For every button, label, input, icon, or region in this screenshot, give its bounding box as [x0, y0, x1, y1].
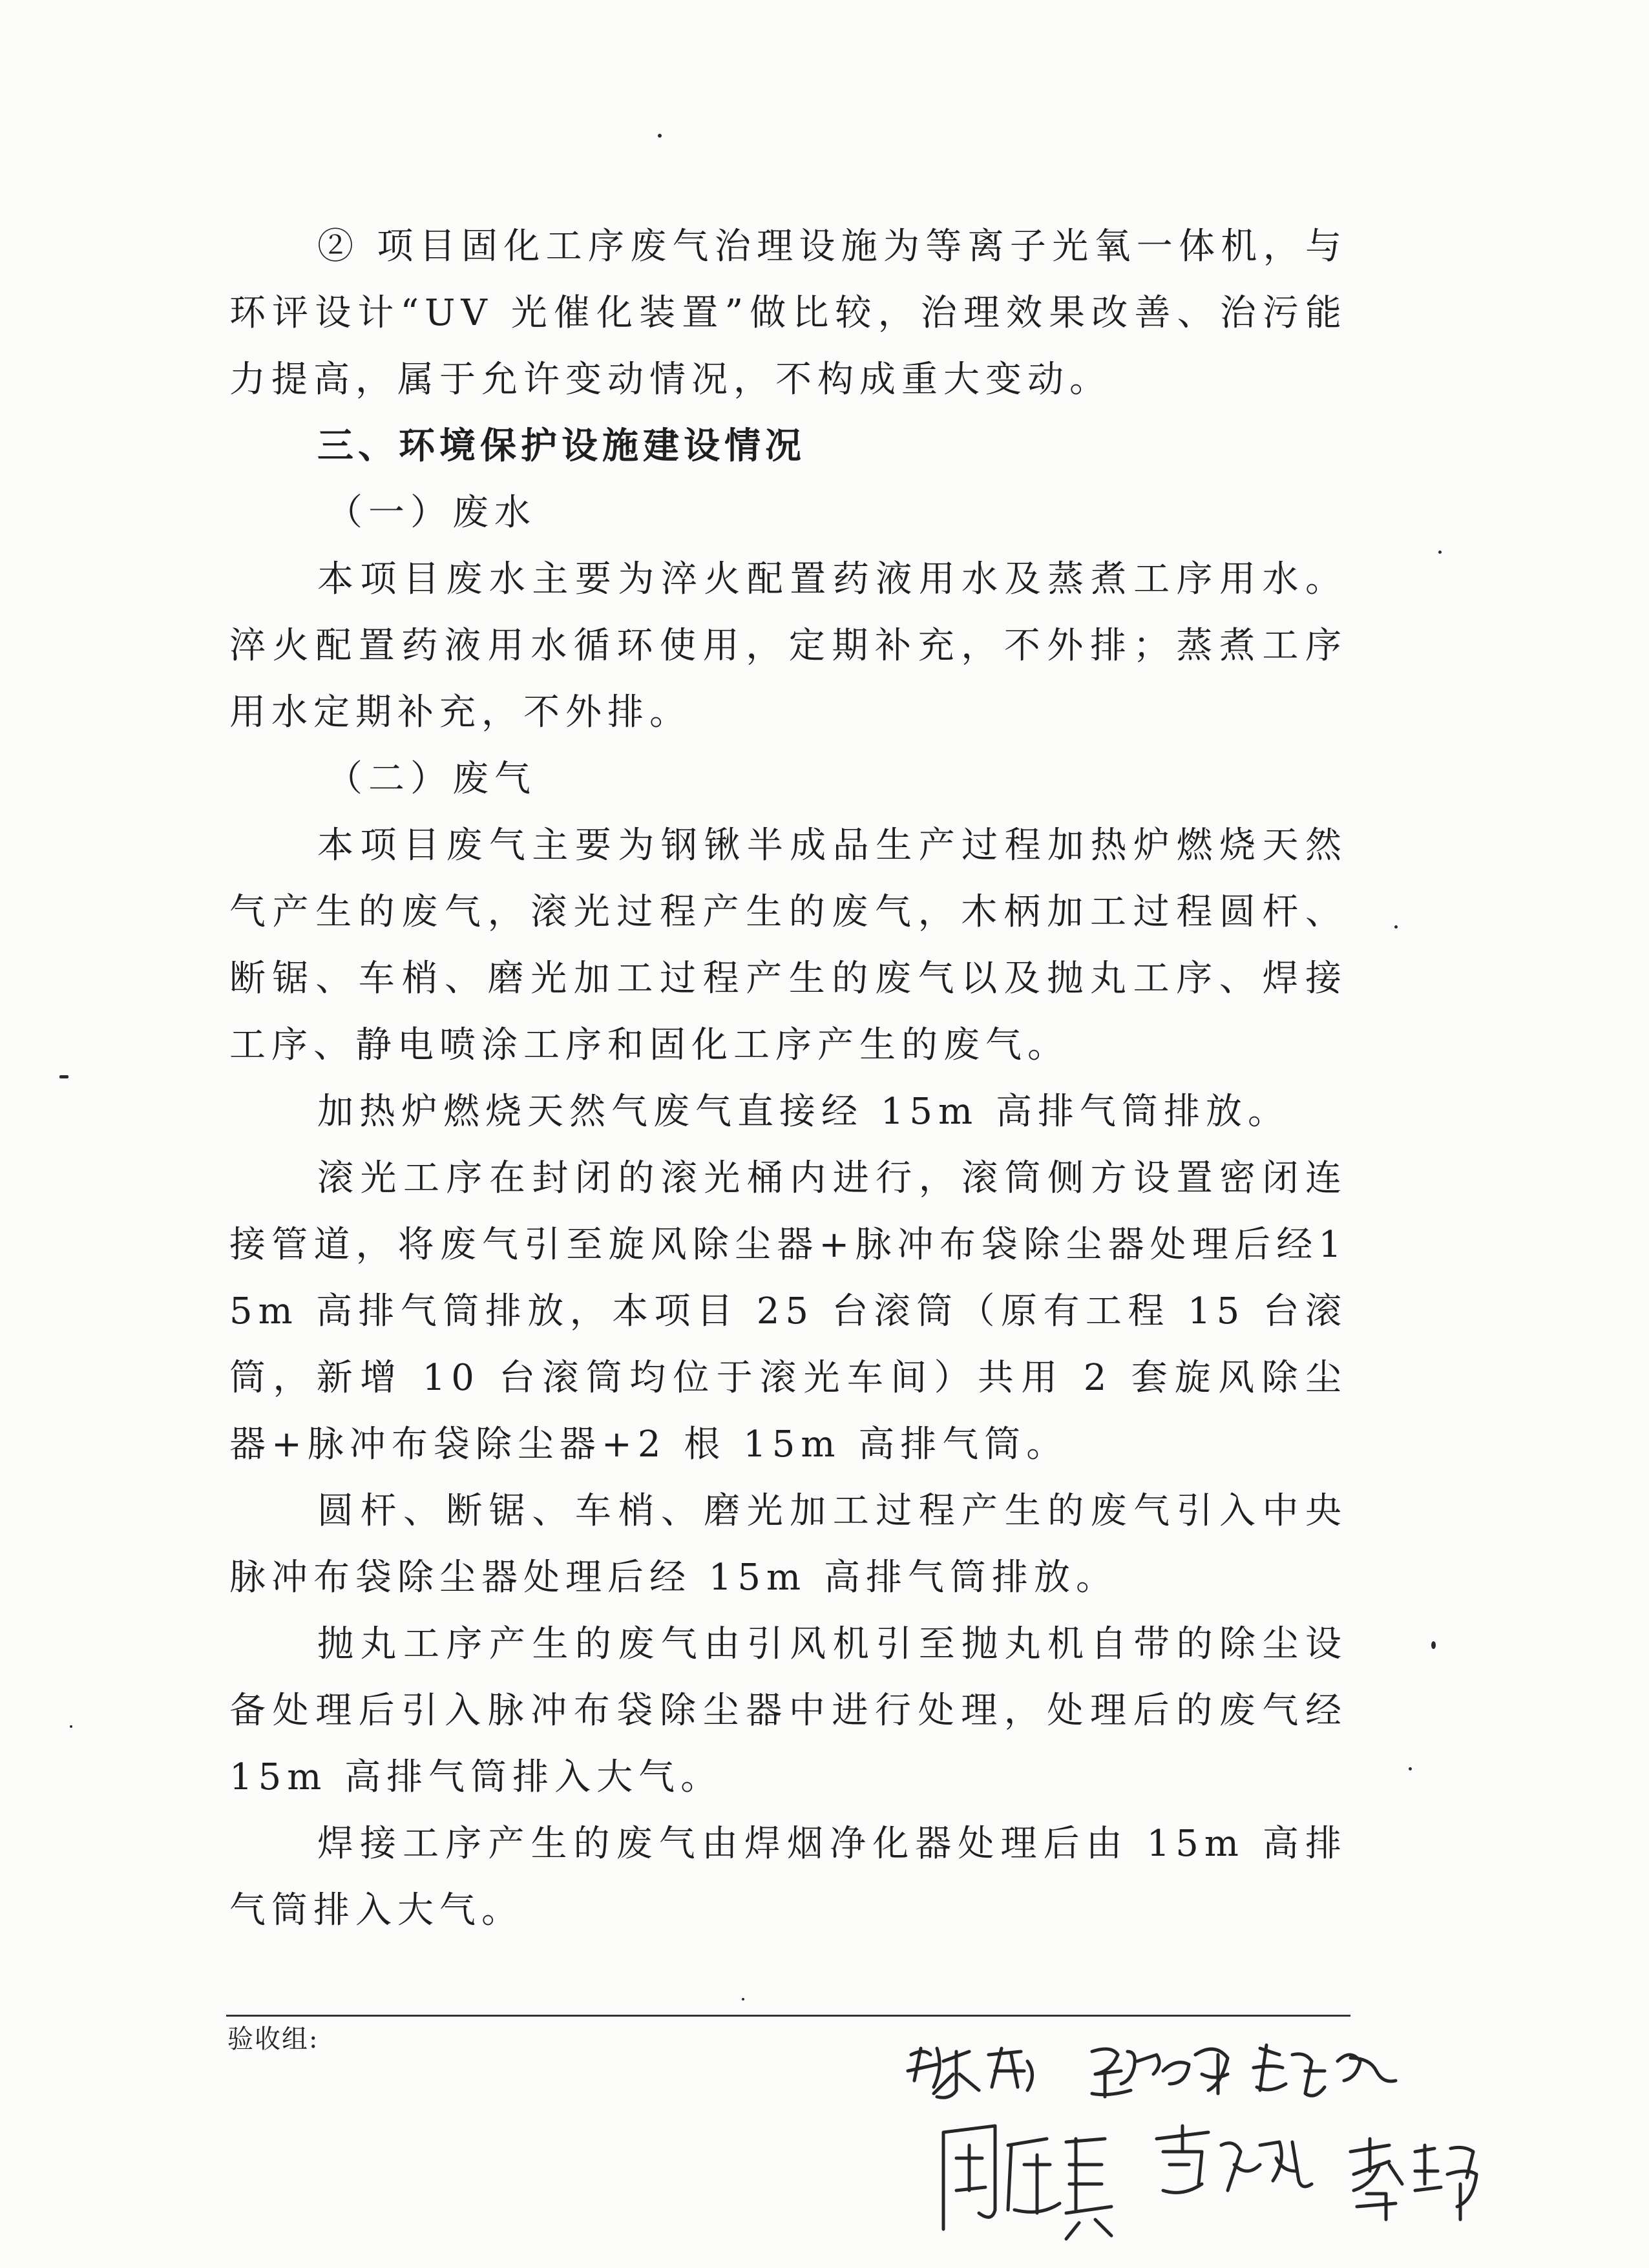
section-heading-environmental-facilities: 三、环境保护设施建设情况 — [317, 425, 806, 467]
paragraph-shot-blasting-exhaust: 抛丸工序产生的废气由引风机引至抛丸机自带的除尘设备处理后引入脉冲布袋除尘器中进行处理，处理后的废气经 15m 高排气筒排入大气。 — [229, 1623, 1347, 1798]
signature-3 — [1254, 2045, 1396, 2095]
signature-1 — [908, 2048, 1033, 2097]
paragraph-welding-exhaust: 焊接工序产生的废气由焊烟净化器处理后由 15m 高排气筒排入大气。 — [229, 1823, 1347, 1931]
scan-speck — [70, 1725, 72, 1728]
scan-speck — [742, 1998, 744, 2000]
handwritten-signatures — [898, 2035, 1544, 2249]
signature-4 — [943, 2126, 1111, 2239]
signature-2 — [1092, 2049, 1228, 2097]
paragraph-tumbling-exhaust: 滚光工序在封闭的滚光桶内进行，滚筒侧方设置密闭连接管道，将废气引至旋风除尘器+脉冲布袋除尘器处理后经15m 高排气筒排放，本项目 25 台滚筒（原有工程 15 台滚筒，新增 10 台滚筒均位于滚光车间）共用 2 套旋风除尘器+脉冲布袋除尘器+2 根 15m 高排气筒。 — [229, 1157, 1347, 1465]
scan-speck — [1409, 1767, 1412, 1770]
paragraph-curing-exhaust: ② 项目固化工序废气治理设施为等离子光氧一体机，与环评设计“UV 光催化装置”做比较，治理效果改善、治污能力提高，属于允许变动情况，不构成重大变动。 — [229, 226, 1347, 401]
signature-5 — [1157, 2126, 1312, 2192]
footer-divider — [226, 2015, 1350, 2017]
scan-speck — [658, 134, 662, 138]
footer-label-acceptance-group: 验收组: — [227, 2024, 319, 2054]
scan-speck — [1431, 1641, 1436, 1649]
paragraph-wastewater: 本项目废水主要为淬火配置药液用水及蒸煮工序用水。淬火配置药液用水循环使用，定期补充，不外排；蒸煮工序用水定期补充，不外排。 — [229, 558, 1347, 733]
paragraph-exhaust-overview: 本项目废气主要为钢锹半成品生产过程加热炉燃烧天然气产生的废气，滚光过程产生的废气，木柄加工过程圆杆、断锯、车梢、磨光加工过程产生的废气以及抛丸工序、焊接工序、静电喷涂工序和固化工序产生的废气。 — [229, 824, 1347, 1066]
scan-speck — [1438, 551, 1442, 554]
document-body — [229, 213, 1347, 1944]
scan-speck — [59, 1075, 68, 1078]
subheading-exhaust-gas: （二）废气 — [326, 758, 536, 800]
paragraph-furnace-exhaust: 加热炉燃烧天然气废气直接经 15m 高排气筒排放。 — [317, 1091, 1290, 1133]
signature-6 — [1350, 2139, 1476, 2220]
scan-speck — [1394, 925, 1398, 929]
subheading-wastewater: （一）废水 — [326, 492, 536, 534]
paragraph-wood-processing-exhaust: 圆杆、断锯、车梢、磨光加工过程产生的废气引入中央脉冲布袋除尘器处理后经 15m 高排气筒排放。 — [229, 1490, 1347, 1599]
